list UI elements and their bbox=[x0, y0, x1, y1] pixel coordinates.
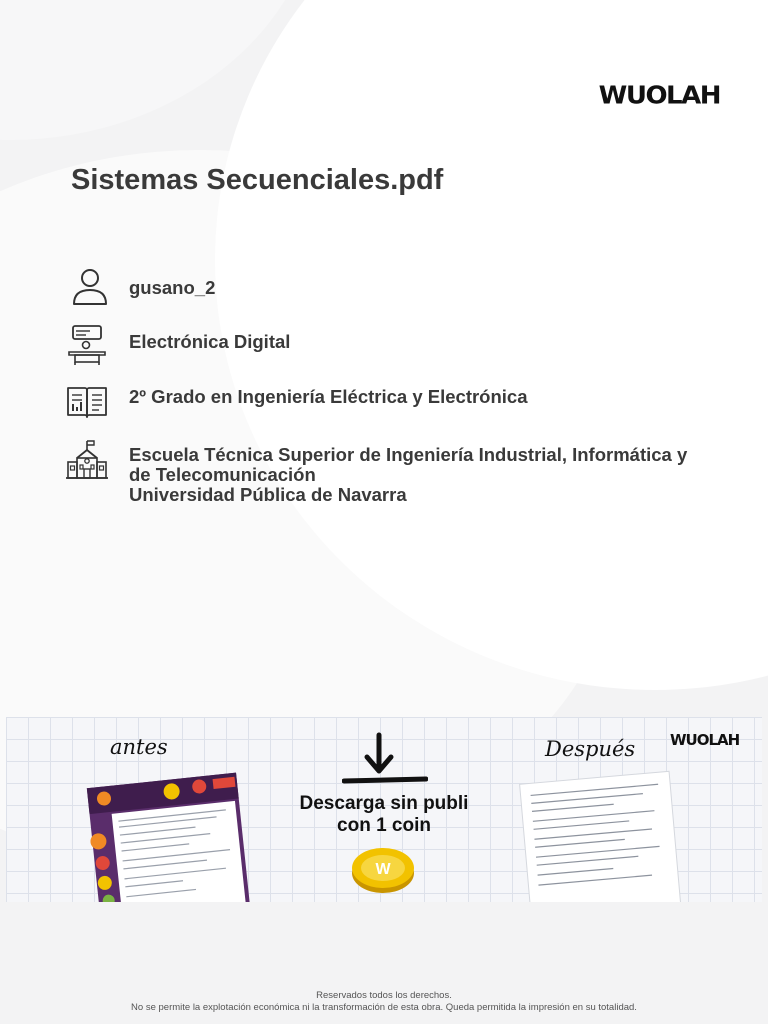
promo-cta-line1: Descarga sin publi bbox=[299, 793, 469, 814]
after-label: Después bbox=[545, 737, 636, 761]
document-title: Sistemas Secuenciales.pdf bbox=[71, 164, 444, 196]
footer-license: No se permite la explotación económica ni la transformación de esta obra. Queda permitida la impresión en su totalidad. bbox=[131, 1002, 637, 1013]
footer-rights: Reservados todos los derechos. bbox=[316, 990, 452, 1001]
footer bbox=[0, 990, 768, 1014]
wuolah-coin-icon bbox=[350, 843, 416, 895]
download-arrow-icon bbox=[342, 731, 428, 787]
user-icon bbox=[66, 266, 108, 308]
subject-name[interactable]: Electrónica Digital bbox=[129, 331, 291, 352]
wuolah-logo[interactable]: WUOLAH bbox=[598, 81, 720, 111]
author-name[interactable]: gusano_2 bbox=[129, 277, 216, 298]
after-document-image bbox=[506, 761, 716, 902]
school-name-line1[interactable]: Escuela Técnica Superior de Ingeniería Industrial, Informática y bbox=[129, 444, 688, 465]
degree-name[interactable]: 2º Grado en Ingeniería Eléctrica y Electrónica bbox=[129, 386, 528, 407]
classroom-desk-icon bbox=[66, 324, 108, 366]
promo-cta-text[interactable] bbox=[284, 793, 484, 837]
before-label: antes bbox=[110, 735, 168, 759]
school-building-icon bbox=[66, 440, 108, 482]
coin-letter: W bbox=[375, 861, 391, 878]
institution-block bbox=[129, 445, 729, 505]
university-name[interactable]: Universidad Pública de Navarra bbox=[129, 484, 407, 505]
open-book-icon bbox=[66, 380, 108, 422]
before-document-image bbox=[78, 763, 278, 902]
banner-wuolah-logo: WUOLAH bbox=[670, 731, 740, 749]
promo-cta-line2: con 1 coin bbox=[337, 815, 431, 836]
school-name-line2[interactable]: de Telecomunicación bbox=[129, 464, 316, 485]
download-promo-banner[interactable] bbox=[6, 717, 762, 902]
